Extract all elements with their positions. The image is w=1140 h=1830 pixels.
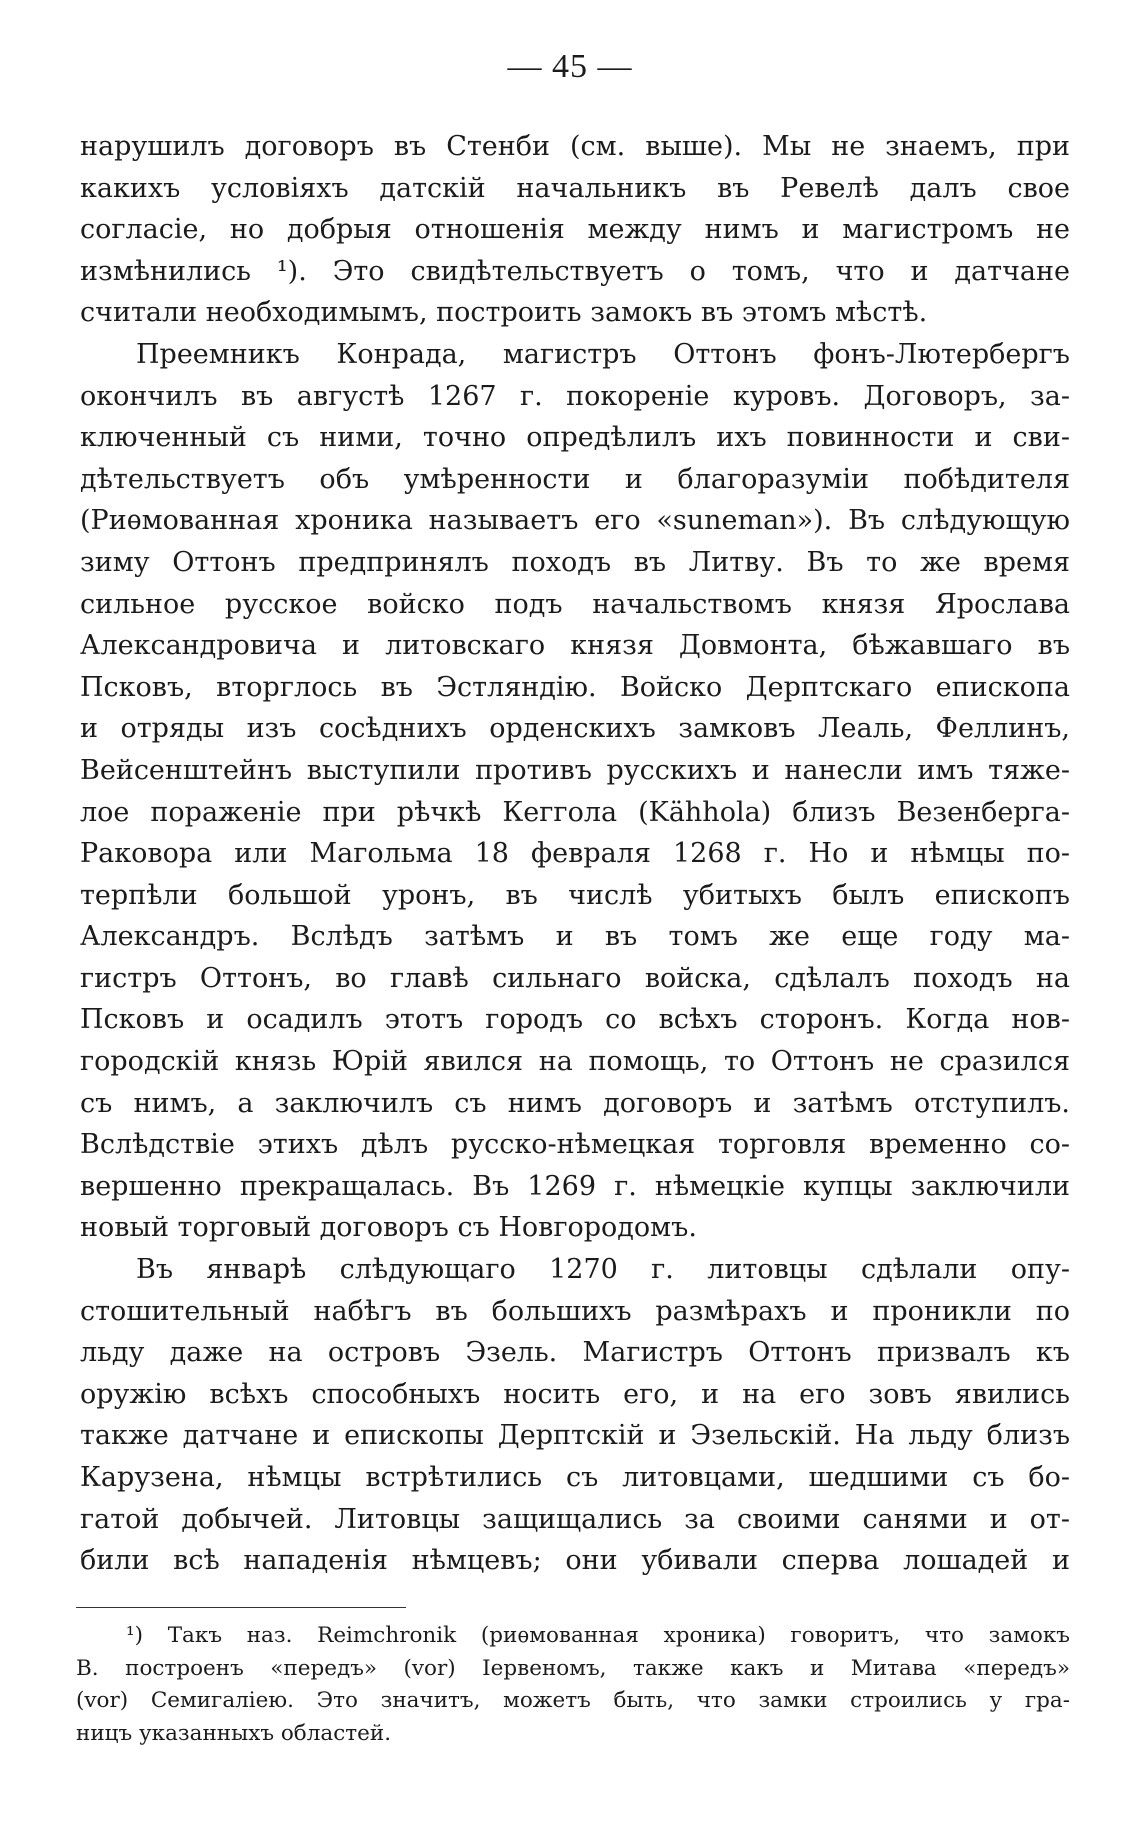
text-line: ключенный съ ними, точно опредѣлилъ ихъ повинности и сви- — [80, 422, 1070, 454]
text-line: льду даже на островъ Эзель. Магистръ Оттонъ призвалъ къ — [80, 1337, 1070, 1369]
text-line: считали необходимымъ, построить замокъ въ этомъ мѣстѣ. — [80, 297, 928, 329]
text-line: Преемникъ Конрада, магистръ Оттонъ фонъ-Лютербергъ — [136, 338, 1070, 370]
text-line: Псковъ, вторглось въ Эстляндію. Войско Дерптскаго епископа — [80, 671, 1070, 703]
footnote-line: ¹) Такъ наз. Reimchronik (риѳмованная хроника) говоритъ, что замокъ — [126, 1623, 1070, 1648]
text-line: сильное русское войско подъ начальствомъ князя Ярослава — [80, 588, 1070, 620]
text-line: городскій князь Юрій явился на помощь, то Оттонъ не сразился — [80, 1046, 1070, 1078]
footnotes — [76, 1620, 1070, 1750]
text-line: оружію всѣхъ способныхъ носить его, и на его зовъ явились — [80, 1378, 1070, 1410]
text-line: гистръ Оттонъ, во главѣ сильнаго войска, сдѣлалъ походъ на — [80, 962, 1070, 994]
text-line: Вслѣдствіе этихъ дѣлъ русско-нѣмецкая торговля временно со- — [80, 1129, 1070, 1161]
text-line: Вейсенштейнъ выступили противъ русскихъ и нанесли имъ тяже- — [80, 754, 1070, 786]
text-line: измѣнились ¹). Это свидѣтельствуетъ о томъ, что и датчане — [80, 255, 1070, 287]
footnote-line: В. построенъ «передъ» (vor) Іервеномъ, также какъ и Митава «передъ» — [76, 1655, 1070, 1681]
text-line: Александровича и литовскаго князя Довмонта, бѣжавшаго въ — [80, 630, 1070, 662]
text-line: окончилъ въ августѣ 1267 г. покореніе куровъ. Договоръ, за- — [80, 380, 1070, 412]
text-line: (Риѳмованная хроника называетъ его «suneman»). Въ слѣдующую — [80, 505, 1070, 537]
footnote-divider — [76, 1607, 406, 1608]
text-line: Въ январѣ слѣдующаго 1270 г. литовцы сдѣлали опу- — [136, 1254, 1070, 1286]
text-line: согласіе, но добрыя отношенія между нимъ и магистромъ не — [80, 214, 1070, 246]
text-line: нарушилъ договоръ въ Стенби (см. выше). Мы не знаемъ, при — [80, 131, 1070, 162]
text-line: гатой добычей. Литовцы защищались за своими санями и от- — [80, 1503, 1070, 1535]
paragraph-3 — [80, 1249, 1070, 1582]
body-text — [80, 126, 1070, 1582]
paragraph-1 — [80, 126, 1070, 334]
text-line: лое пораженіе при рѣчкѣ Кеггола (Kähhola) близъ Везенберга- — [80, 796, 1070, 828]
text-line: съ нимъ, а заключилъ съ нимъ договоръ и затѣмъ отступилъ. — [80, 1087, 1070, 1119]
text-line: стошительный набѣгъ въ большихъ размѣрахъ и проникли по — [80, 1295, 1070, 1327]
text-line: Псковъ и осадилъ этотъ городъ со всѣхъ сторонъ. Когда нов- — [80, 1004, 1070, 1036]
text-line: били всѣ нападенія нѣмцевъ; они убивали сперва лошадей и — [80, 1545, 1070, 1577]
text-line: какихъ условіяхъ датскій начальникъ въ Ревелѣ далъ свое — [80, 172, 1070, 204]
text-line: также датчане и епископы Дерптскій и Эзельскій. На льду близъ — [80, 1420, 1070, 1452]
text-line: Раковора или Магольма 18 февраля 1268 г. Но и нѣмцы по- — [80, 838, 1070, 870]
text-line: Карузена, нѣмцы встрѣтились съ литовцами, шедшими съ бо- — [80, 1462, 1070, 1493]
text-line: терпѣли большой уронъ, въ числѣ убитыхъ былъ епископъ — [80, 879, 1070, 911]
footnote-line: (vor) Семигаліею. Это значитъ, можетъ быть, что замки строились у гра- — [76, 1688, 1070, 1713]
text-line: вершенно прекращалась. Въ 1269 г. нѣмецкіе купцы заключили — [80, 1170, 1070, 1202]
text-line: и отряды изъ сосѣднихъ орденскихъ замковъ Леаль, Феллинъ, — [80, 713, 1070, 745]
text-line: зиму Оттонъ предпринялъ походъ въ Литву. Въ то же время — [80, 546, 1070, 578]
page-number: — 45 — — [507, 48, 633, 85]
paragraph-2 — [80, 334, 1070, 1249]
footnote-line: ницъ указанныхъ областей. — [76, 1720, 392, 1746]
text-line: Александръ. Вслѣдъ затѣмъ и въ томъ же еще году ма- — [80, 921, 1070, 953]
text-line: новый торговый договоръ съ Новгородомъ. — [80, 1212, 697, 1244]
text-line: дѣтельствуетъ объ умѣренности и благоразуміи побѣдителя — [80, 463, 1070, 495]
